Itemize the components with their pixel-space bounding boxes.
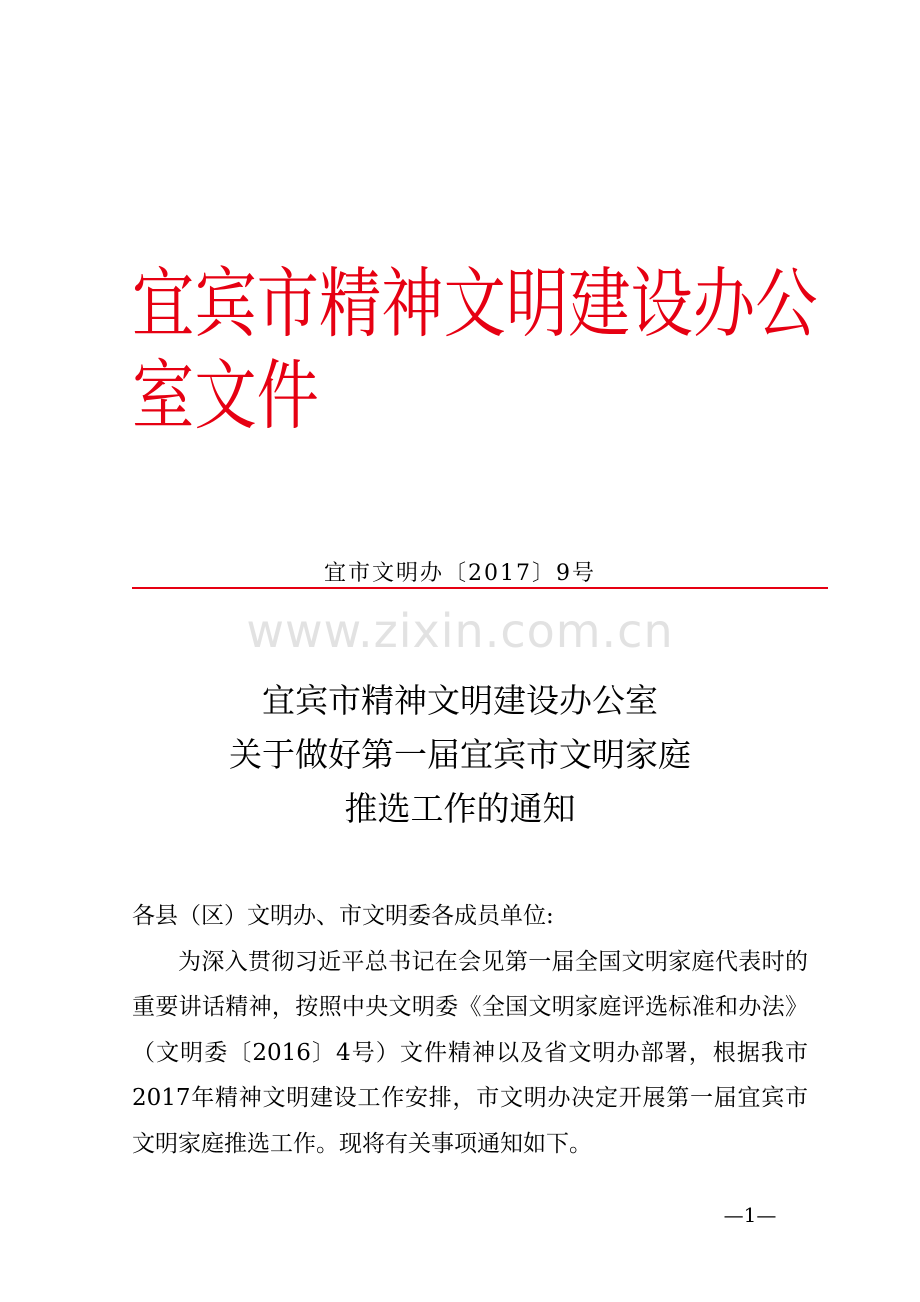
salutation: 各县（区）文明办、市文明委各成员单位: [132,903,554,929]
page-number: —1— [723,1203,777,1227]
watermark: www.zixin.com.cn [246,604,674,658]
body-paragraph: 为深入贯彻习近平总书记在会见第一届全国文明家庭代表时的重要讲话精神，按照中央文明委《全国文明家庭评选标准和办法》（文明委〔2016〕4号）文件精神以及省文明办部署，根据我市2017年精神文明建设工作安排，市文明办决定开展第一届宜宾市文明家庭推选工作。现将有关事项通知如下。 [132,948,808,1157]
red-divider-line [132,587,828,589]
notice-body [132,894,808,1167]
notice-title-line-2: 关于做好第一届宜宾市文明家庭 [229,735,691,774]
document-header-title: 宜宾市精神文明建设办公室文件 [132,259,818,440]
document-number: 宜市文明办〔2017〕9号 [324,561,596,586]
notice-title-line-1: 宜宾市精神文明建设办公室 [262,681,658,720]
notice-title-line-3: 推选工作的通知 [344,789,576,828]
notice-title [0,674,920,836]
